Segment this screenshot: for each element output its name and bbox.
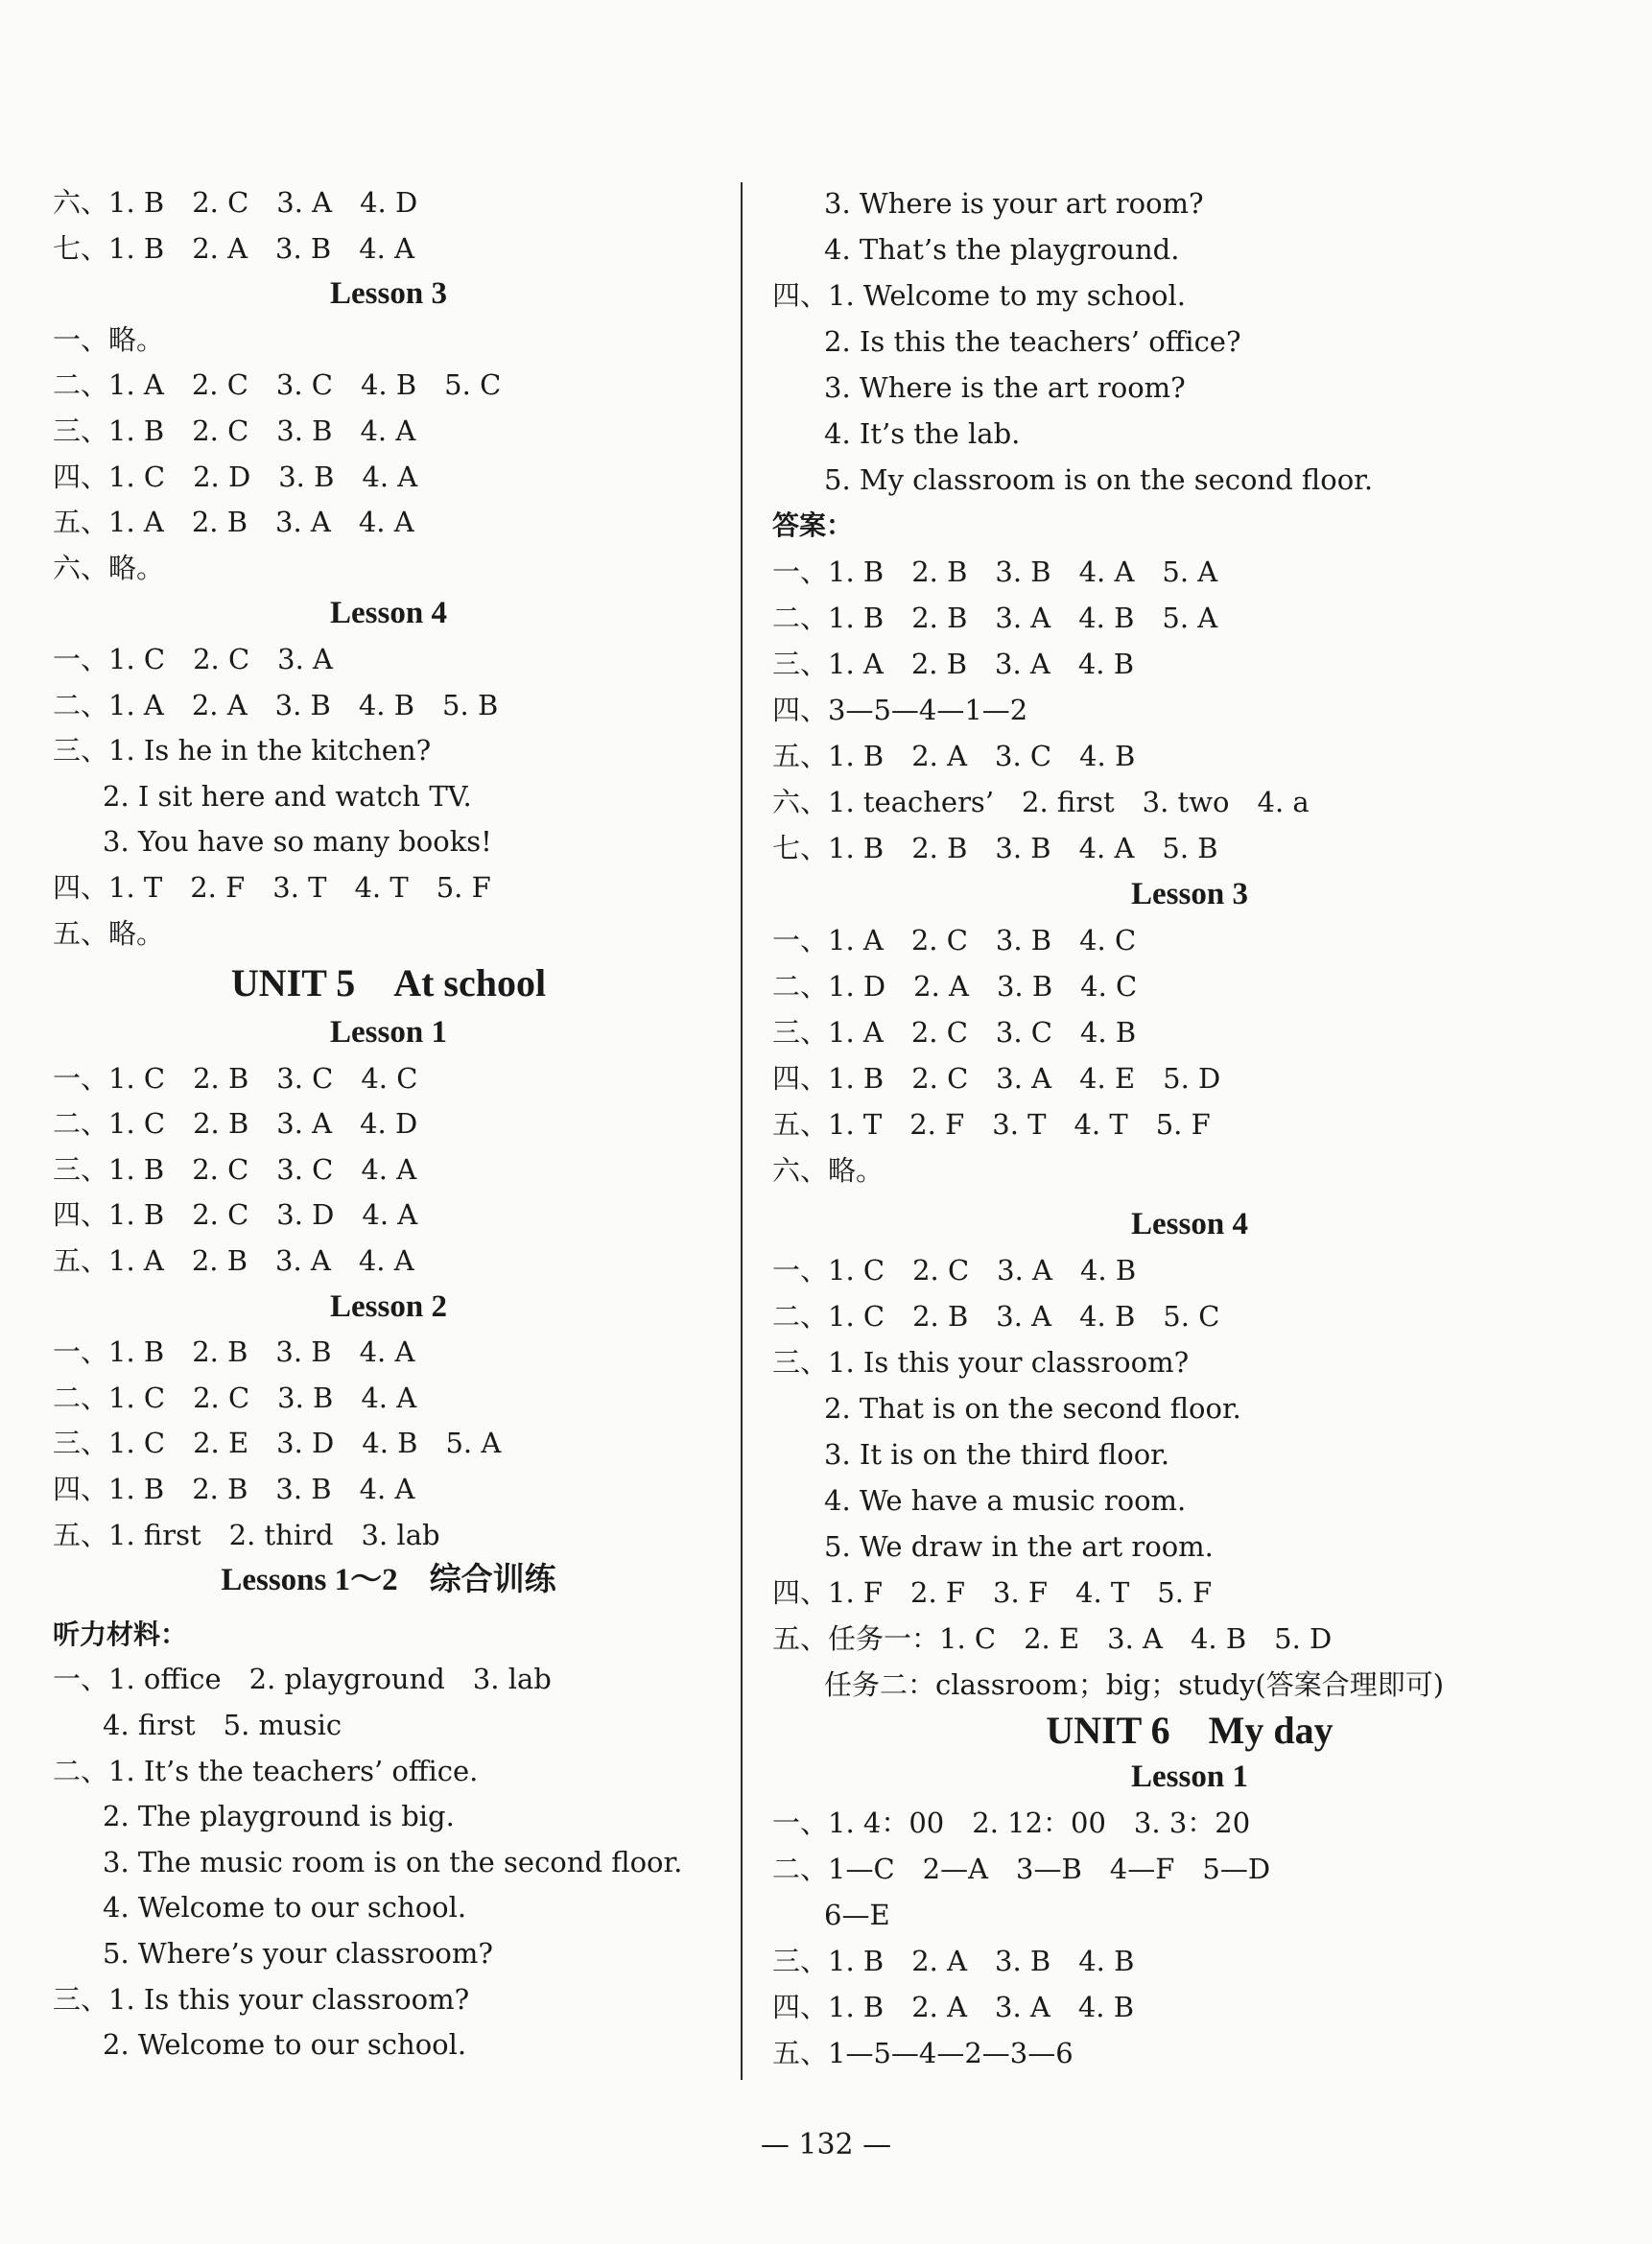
answer-line: 3. Where is your art room? bbox=[824, 187, 1204, 220]
answer-line: 三、1. B 2. C 3. B 4. A bbox=[53, 413, 416, 447]
right-column bbox=[772, 180, 1607, 2076]
answer-line: 5. My classroom is on the second floor. bbox=[824, 463, 1374, 496]
left-column bbox=[53, 180, 724, 2068]
answer-line: 四、1. T 2. F 3. T 4. T 5. F bbox=[53, 870, 491, 904]
answer-line: 六、略。 bbox=[53, 551, 165, 584]
answer-line: 二、1. C 2. B 3. A 4. D bbox=[53, 1107, 418, 1141]
answer-line: 五、1. A 2. B 3. A 4. A bbox=[53, 1244, 414, 1278]
answer-line: 七、1. B 2. B 3. B 4. A 5. B bbox=[772, 832, 1218, 864]
page-number: — 132 — bbox=[760, 2128, 892, 2161]
answer-line: 二、1. C 2. C 3. B 4. A bbox=[53, 1381, 417, 1414]
answer-line: 2. Is this the teachers’ office? bbox=[824, 325, 1241, 358]
unit-heading: UNIT 6 My day bbox=[1046, 1709, 1333, 1752]
answer-line: 三、1. A 2. C 3. C 4. B bbox=[772, 1016, 1137, 1049]
answer-line: 四、1. B 2. C 3. A 4. E 5. D bbox=[772, 1062, 1221, 1095]
answer-line: 2. I sit here and watch TV. bbox=[103, 779, 472, 813]
answer-line: 三、1. Is this your classroom? bbox=[772, 1346, 1190, 1379]
answer-line: 3. You have so many books! bbox=[103, 825, 492, 859]
answer-line: 2. That is on the second floor. bbox=[824, 1392, 1241, 1425]
answer-line: 四、1. B 2. B 3. B 4. A bbox=[53, 1473, 415, 1506]
answer-line: 4. It’s the lab. bbox=[824, 417, 1021, 450]
lesson-heading: Lesson 4 bbox=[1131, 1207, 1248, 1241]
answer-line: 一、1. A 2. C 3. B 4. C bbox=[772, 924, 1137, 957]
lesson-heading: Lesson 1 bbox=[330, 1015, 447, 1051]
answers-label: 答案： bbox=[772, 509, 854, 541]
column-divider bbox=[741, 182, 743, 2080]
answer-line: 三、1. C 2. E 3. D 4. B 5. A bbox=[53, 1427, 502, 1460]
lesson-heading: Lesson 3 bbox=[330, 276, 447, 312]
answer-line: 一、1. C 2. C 3. A bbox=[53, 642, 333, 675]
answer-line: 五、1. T 2. F 3. T 4. T 5. F bbox=[772, 1108, 1211, 1141]
answer-line: 5. We draw in the art room. bbox=[824, 1530, 1214, 1563]
answer-line: 3. It is on the third floor. bbox=[824, 1438, 1170, 1471]
answer-line: 二、1. A 2. C 3. C 4. B 5. C bbox=[53, 368, 502, 402]
answer-line: 3. Where is the art room? bbox=[824, 371, 1186, 404]
answer-line: 五、1. B 2. A 3. C 4. B bbox=[772, 740, 1136, 772]
answer-line: 二、1—C 2—A 3—B 4—F 5—D bbox=[772, 1853, 1271, 1885]
lesson-heading: Lesson 2 bbox=[330, 1288, 447, 1324]
answer-line: 四、1. B 2. A 3. A 4. B bbox=[772, 1991, 1135, 2023]
answer-line: 四、1. C 2. D 3. B 4. A bbox=[53, 460, 418, 493]
answer-line: 一、1. B 2. B 3. B 4. A bbox=[53, 1335, 415, 1369]
answer-line: 3. The music room is on the second floor. bbox=[103, 1845, 683, 1878]
answer-line: 六、1. teachers’ 2. first 3. two 4. a bbox=[772, 786, 1310, 818]
answer-line: 5. Where’s your classroom? bbox=[103, 1936, 493, 1970]
unit-heading: UNIT 5 At school bbox=[230, 961, 547, 1005]
answer-line: 4. first 5. music bbox=[103, 1709, 342, 1741]
answer-line: 二、1. A 2. A 3. B 4. B 5. B bbox=[53, 688, 499, 721]
answer-line: 4. Welcome to our school. bbox=[103, 1891, 467, 1925]
answer-line: 五、1. A 2. B 3. A 4. A bbox=[53, 506, 414, 539]
answer-line: 三、1. Is he in the kitchen? bbox=[53, 734, 432, 768]
answer-line: 四、3—5—4—1—2 bbox=[772, 694, 1028, 726]
answer-line: 一、1. B 2. B 3. B 4. A 5. A bbox=[772, 555, 1218, 588]
answer-line: 三、1. A 2. B 3. A 4. B bbox=[772, 648, 1135, 680]
answer-line: 四、1. Welcome to my school. bbox=[772, 279, 1186, 312]
lesson-heading: Lesson 3 bbox=[1131, 877, 1248, 911]
answer-line: 2. The playground is big. bbox=[103, 1800, 455, 1833]
answer-line: 三、1. B 2. A 3. B 4. B bbox=[772, 1945, 1135, 1977]
answer-line: 一、1. C 2. B 3. C 4. C bbox=[53, 1061, 418, 1095]
answer-line: 六、略。 bbox=[772, 1154, 885, 1187]
answer-line: 四、1. F 2. F 3. F 4. T 5. F bbox=[772, 1576, 1213, 1609]
section-heading: Lessons 1～2 综合训练 bbox=[221, 1563, 556, 1598]
answer-line: 任务二：classroom；big；study(答案合理即可) bbox=[824, 1668, 1445, 1701]
answer-line: 二、1. C 2. B 3. A 4. B 5. C bbox=[772, 1300, 1220, 1333]
answer-line: 一、1. office 2. playground 3. lab bbox=[53, 1663, 552, 1696]
answer-line: 五、1—5—4—2—3—6 bbox=[772, 2037, 1074, 2069]
answer-line: 五、任务一：1. C 2. E 3. A 4. B 5. D bbox=[772, 1622, 1333, 1655]
answer-line: 4. We have a music room. bbox=[824, 1484, 1187, 1517]
answer-line: 一、1. C 2. C 3. A 4. B bbox=[772, 1254, 1137, 1287]
answer-line: 6—E bbox=[824, 1899, 890, 1931]
answer-line: 二、1. D 2. A 3. B 4. C bbox=[772, 970, 1138, 1003]
answer-line: 五、略。 bbox=[53, 916, 165, 950]
answer-line: 2. Welcome to our school. bbox=[103, 2028, 467, 2062]
answer-line: 二、1. It’s the teachers’ office. bbox=[53, 1754, 479, 1787]
lesson-heading: Lesson 4 bbox=[330, 596, 447, 631]
answer-line: 三、1. B 2. C 3. C 4. A bbox=[53, 1152, 417, 1186]
listening-material-label: 听力材料： bbox=[53, 1618, 188, 1650]
answer-line: 五、1. first 2. third 3. lab bbox=[53, 1518, 440, 1551]
answer-line: 一、略。 bbox=[53, 322, 165, 356]
answer-line: 六、1. B 2. C 3. A 4. D bbox=[53, 186, 418, 219]
answer-line: 三、1. Is this your classroom? bbox=[53, 1982, 470, 2016]
answer-line: 一、1. 4：00 2. 12：00 3. 3：20 bbox=[772, 1807, 1251, 1839]
answer-line: 二、1. B 2. B 3. A 4. B 5. A bbox=[772, 602, 1218, 634]
answer-line: 4. That’s the playground. bbox=[824, 233, 1180, 266]
lesson-heading: Lesson 1 bbox=[1131, 1760, 1248, 1794]
answer-line: 四、1. B 2. C 3. D 4. A bbox=[53, 1198, 418, 1232]
answer-line: 七、1. B 2. A 3. B 4. A bbox=[53, 231, 415, 265]
